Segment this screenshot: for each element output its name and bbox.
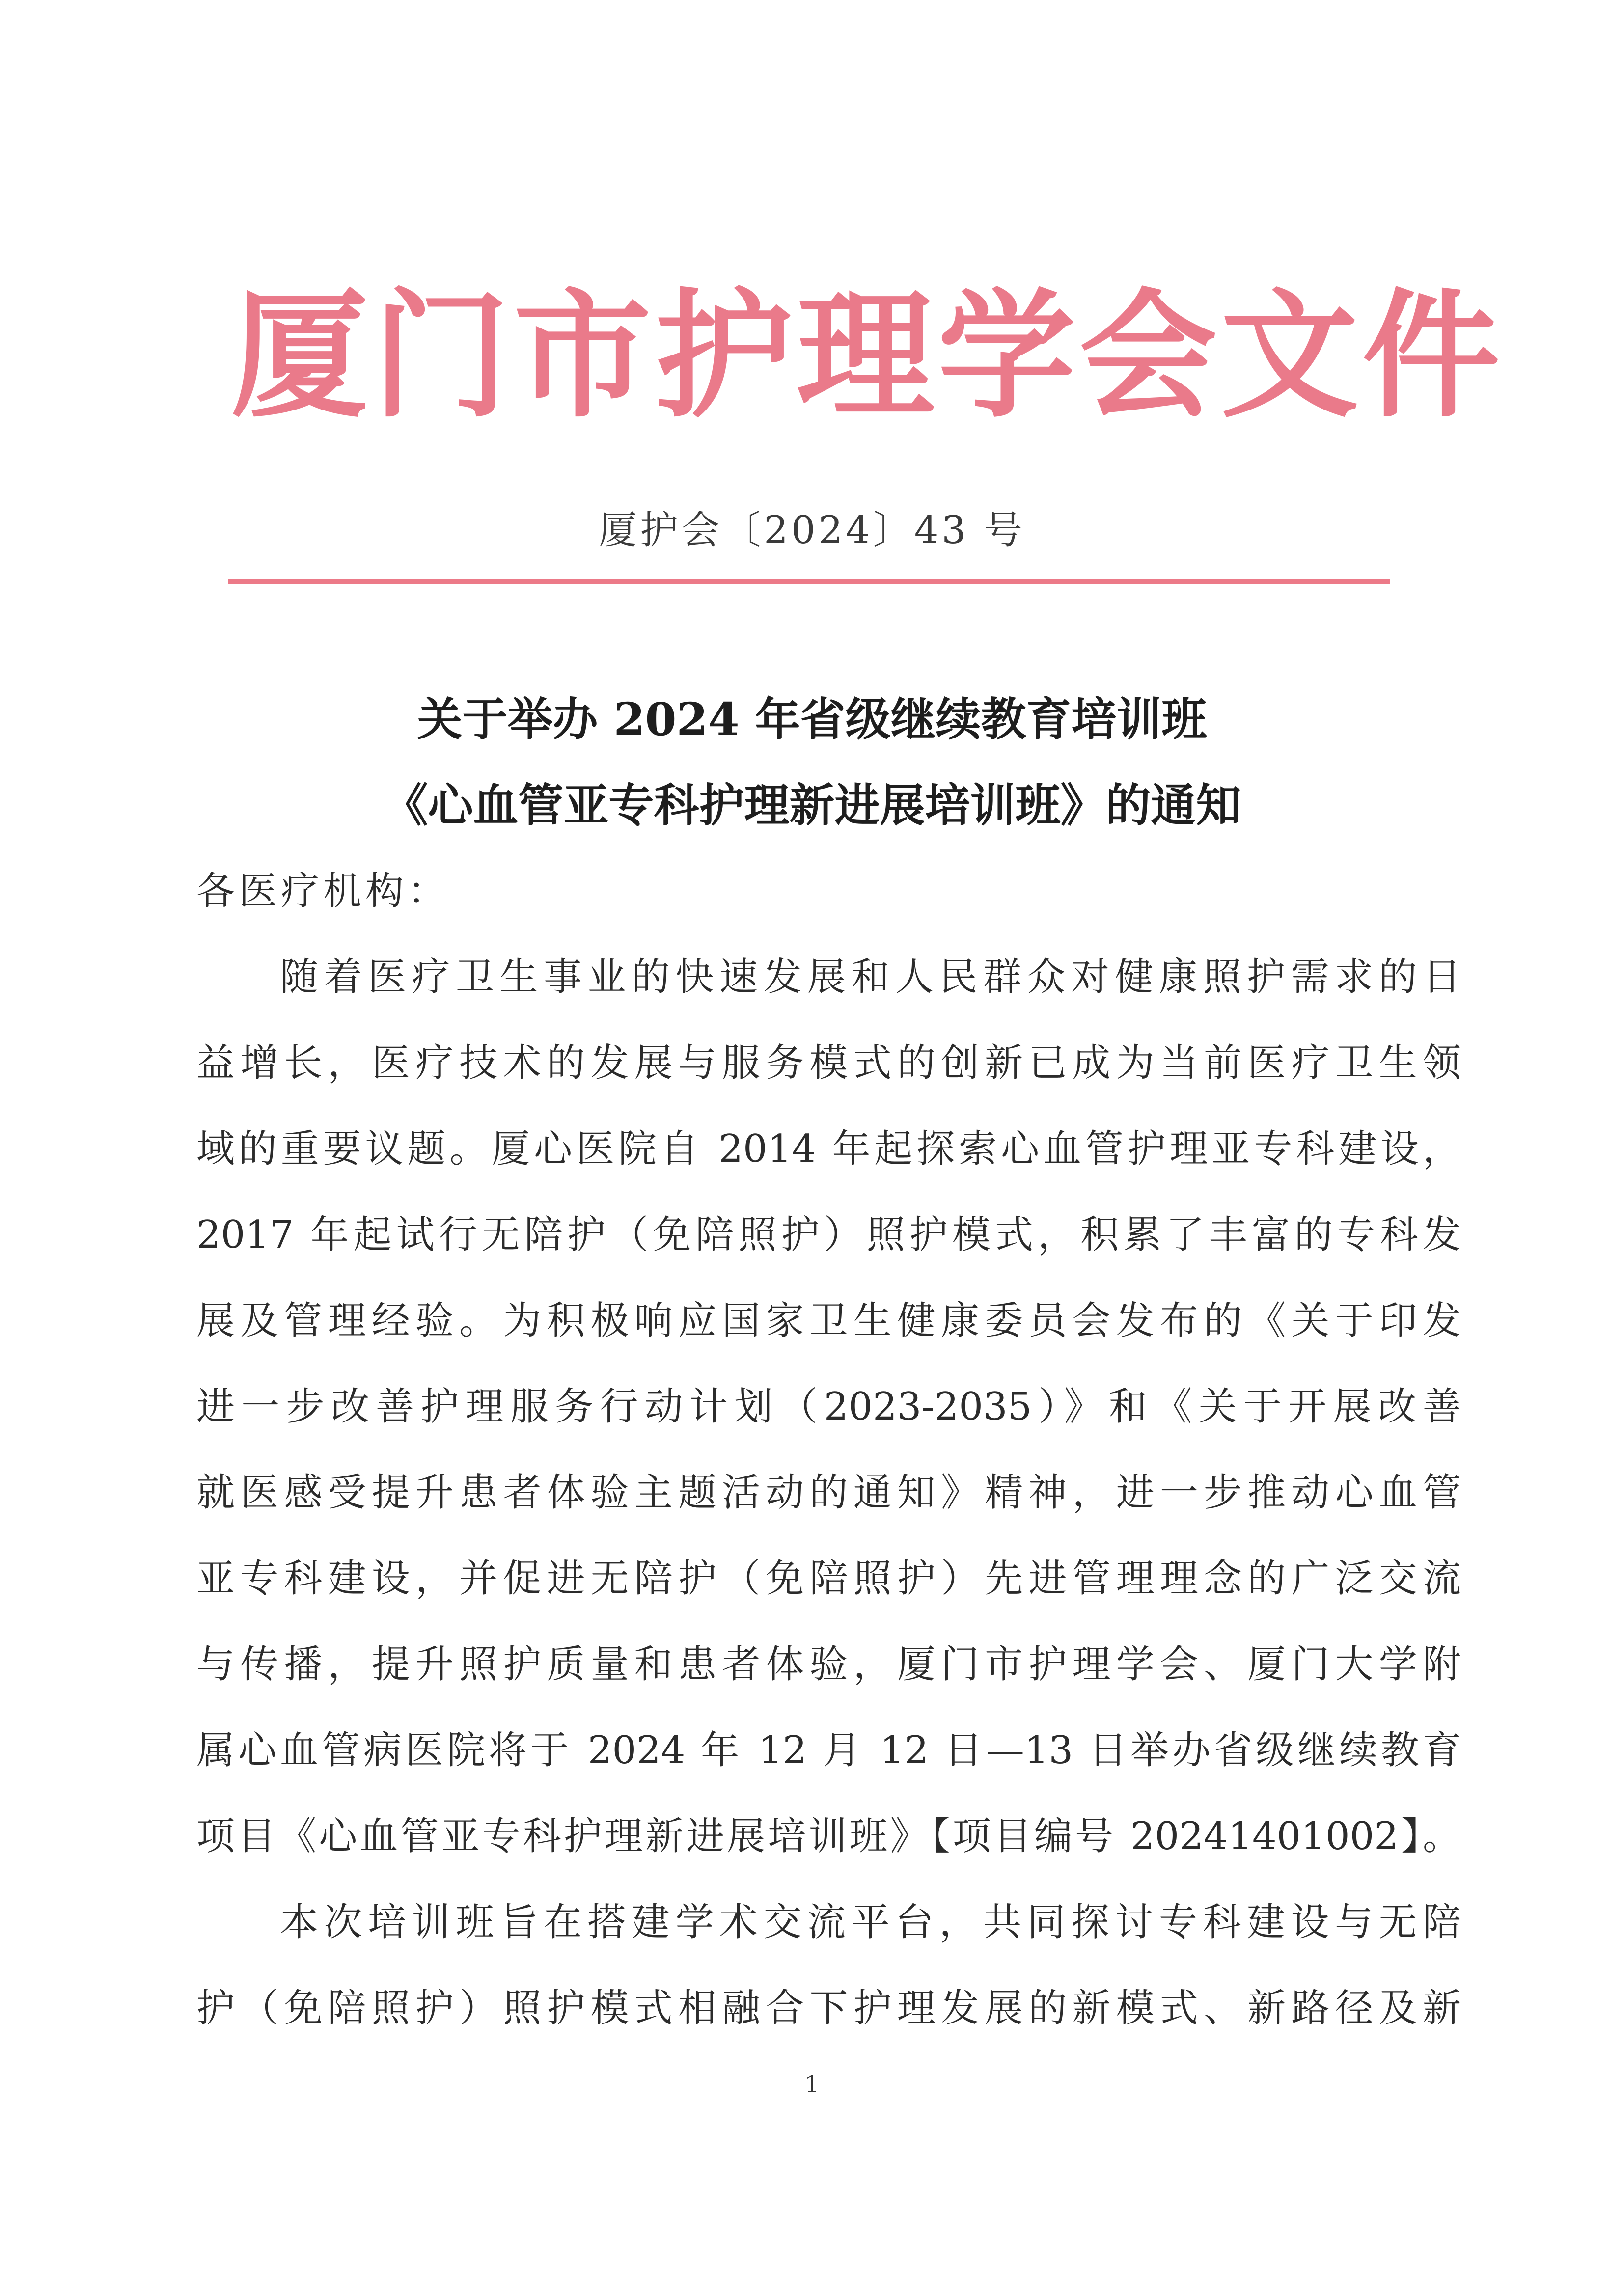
body-line: 亚专科建设，并促进无陪护（免陪照护）先进管理理念的广泛交流	[196, 1557, 1461, 1601]
body-line: 2017 年起试行无陪护（免陪照护）照护模式，积累了丰富的专科发	[196, 1213, 1461, 1257]
body-line: 护（免陪照护）照护模式相融合下护理发展的新模式、新路径及新	[196, 1986, 1461, 2030]
body-line: 与传播，提升照护质量和患者体验，厦门市护理学会、厦门大学附	[196, 1642, 1461, 1687]
body-line: 益增长，医疗技术的发展与服务模式的创新已成为当前医疗卫生领	[196, 1041, 1461, 1085]
body-line: 随着医疗卫生事业的快速发展和人民群众对健康照护需求的日	[280, 955, 1461, 999]
page-number: 1	[804, 2071, 820, 2098]
body-line: 进一步改善护理服务行动计划（2023-2035）》和《关于开展改善	[196, 1385, 1461, 1429]
body-line: 本次培训班旨在搭建学术交流平台，共同探讨专科建设与无陪	[280, 1900, 1461, 1944]
body-line: 就医感受提升患者体验主题活动的通知》精神，进一步推动心血管	[196, 1471, 1461, 1515]
salutation: 各医疗机构：	[196, 869, 450, 913]
notice-title-line-1: 关于举办 2024 年省级继续教育培训班	[417, 693, 1207, 746]
document-number: 厦护会〔2024〕43 号	[599, 508, 1025, 552]
body-line: 属心血管病医院将于 2024 年 12 月 12 日—13 日举办省级继续教育	[196, 1728, 1461, 1773]
body-line: 域的重要议题。厦心医院自 2014 年起探索心血管护理亚专科建设，	[196, 1127, 1461, 1171]
header-divider	[228, 579, 1390, 584]
body-line: 项目《心血管亚专科护理新进展培训班》【项目编号 20241401002】。	[196, 1814, 1461, 1859]
org-header-title: 厦门市护理学会文件	[231, 275, 1504, 437]
notice-title-line-2: 《心血管亚专科护理新进展培训班》的通知	[383, 779, 1241, 832]
body-line: 展及管理经验。为积极响应国家卫生健康委员会发布的《关于印发	[196, 1299, 1461, 1343]
